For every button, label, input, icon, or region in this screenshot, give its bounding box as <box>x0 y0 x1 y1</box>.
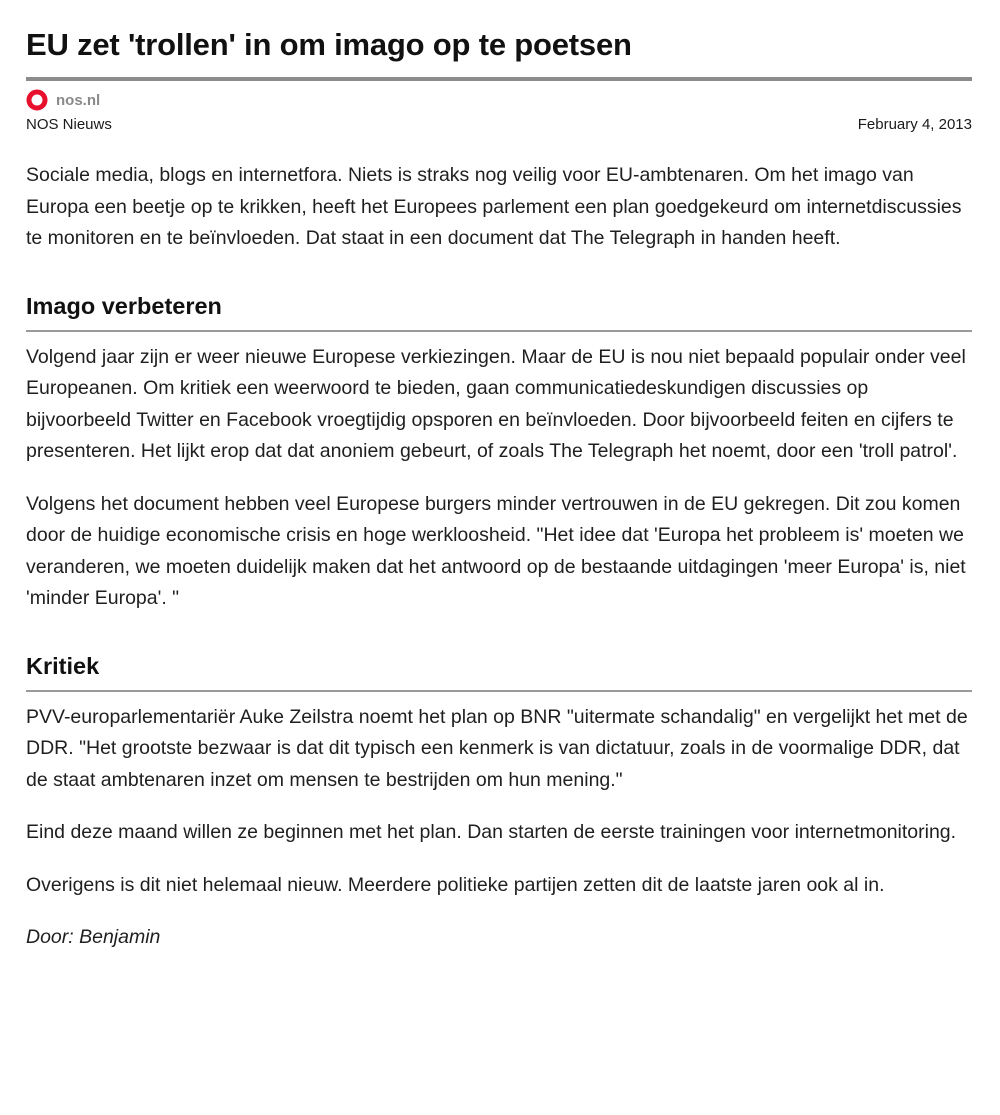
article-meta <box>26 116 972 142</box>
publish-date: February 4, 2013 <box>857 116 972 133</box>
paragraph: Volgens het document hebben veel Europese burgers minder vertrouwen in de EU gekregen. Dit zou komen door de huidige economische crisis en hoge werkloosheid. "Het idee dat 'Europa het probleem is' moeten we veranderen, we moeten duidelijk maken dat het antwoord op de bestaande uitdagingen 'meer Europa' is, niet 'minder Europa'. " <box>26 492 966 609</box>
source-row <box>26 85 972 115</box>
title-divider <box>26 77 972 81</box>
section-divider <box>26 690 972 692</box>
author-byline: Door: Benjamin <box>26 926 161 948</box>
spacer <box>26 615 972 651</box>
source-site[interactable]: nos.nl <box>56 91 101 109</box>
spacer <box>26 849 972 870</box>
spacer <box>26 468 972 489</box>
paragraph: Eind deze maand willen ze beginnen met het plan. Dan starten de eerste trainingen voor internetmonitoring. <box>26 821 957 843</box>
paragraph: Overigens is dit niet helemaal nieuw. Meerdere politieke partijen zetten dit de laatste jaren ook al in. <box>26 873 885 896</box>
article-body <box>26 160 972 954</box>
section-divider <box>26 330 972 332</box>
paragraph: Volgend jaar zijn er weer nieuwe Europese verkiezingen. Maar de EU is nou niet bepaald populair onder veel Europeanen. Om kritiek een weerwoord te bieden, gaan communicatiedeskundigen discussies op bijvoorbeeld Twitter en Facebook vroegtijdig opsporen en beïnvloeden. Door bijvoorbeeld feiten en cijfers te presenteren. Het lijkt erop dat dat anoniem gebeurt, of zoals The Telegraph het noemt, door een 'troll patrol'. <box>26 345 966 462</box>
section-heading: Imago verbeteren <box>26 292 222 319</box>
spacer <box>26 901 972 922</box>
intro-paragraph: Sociale media, blogs en internetfora. Niets is straks nog veilig voor EU-ambtenaren. Om het imago van Europa een beetje op te krikken, heeft het Europees parlement een plan goedgekeurd om internetdiscussies te monitoren en te beïnvloeden. Dat staat in een document dat The Telegraph in handen heeft. <box>26 164 962 249</box>
paragraph: PVV-europarlementariër Auke Zeilstra noemt het plan op BNR "uitermate schandalig" en vergelijkt het met de DDR. "Het grootste bezwaar is dat dit typisch een kenmerk is van dictatuur, zoals in de voormalige DDR, dat de staat ambtenaren inzet om mensen te bestrijden om hun mening." <box>26 705 968 791</box>
article-title: EU zet 'trollen' in om imago op te poetsen <box>26 27 632 62</box>
publisher-name: NOS Nieuws <box>26 116 112 133</box>
spacer <box>26 255 972 291</box>
nos-logo-icon <box>26 89 48 111</box>
section-heading: Kritiek <box>26 652 100 679</box>
spacer <box>26 796 972 817</box>
